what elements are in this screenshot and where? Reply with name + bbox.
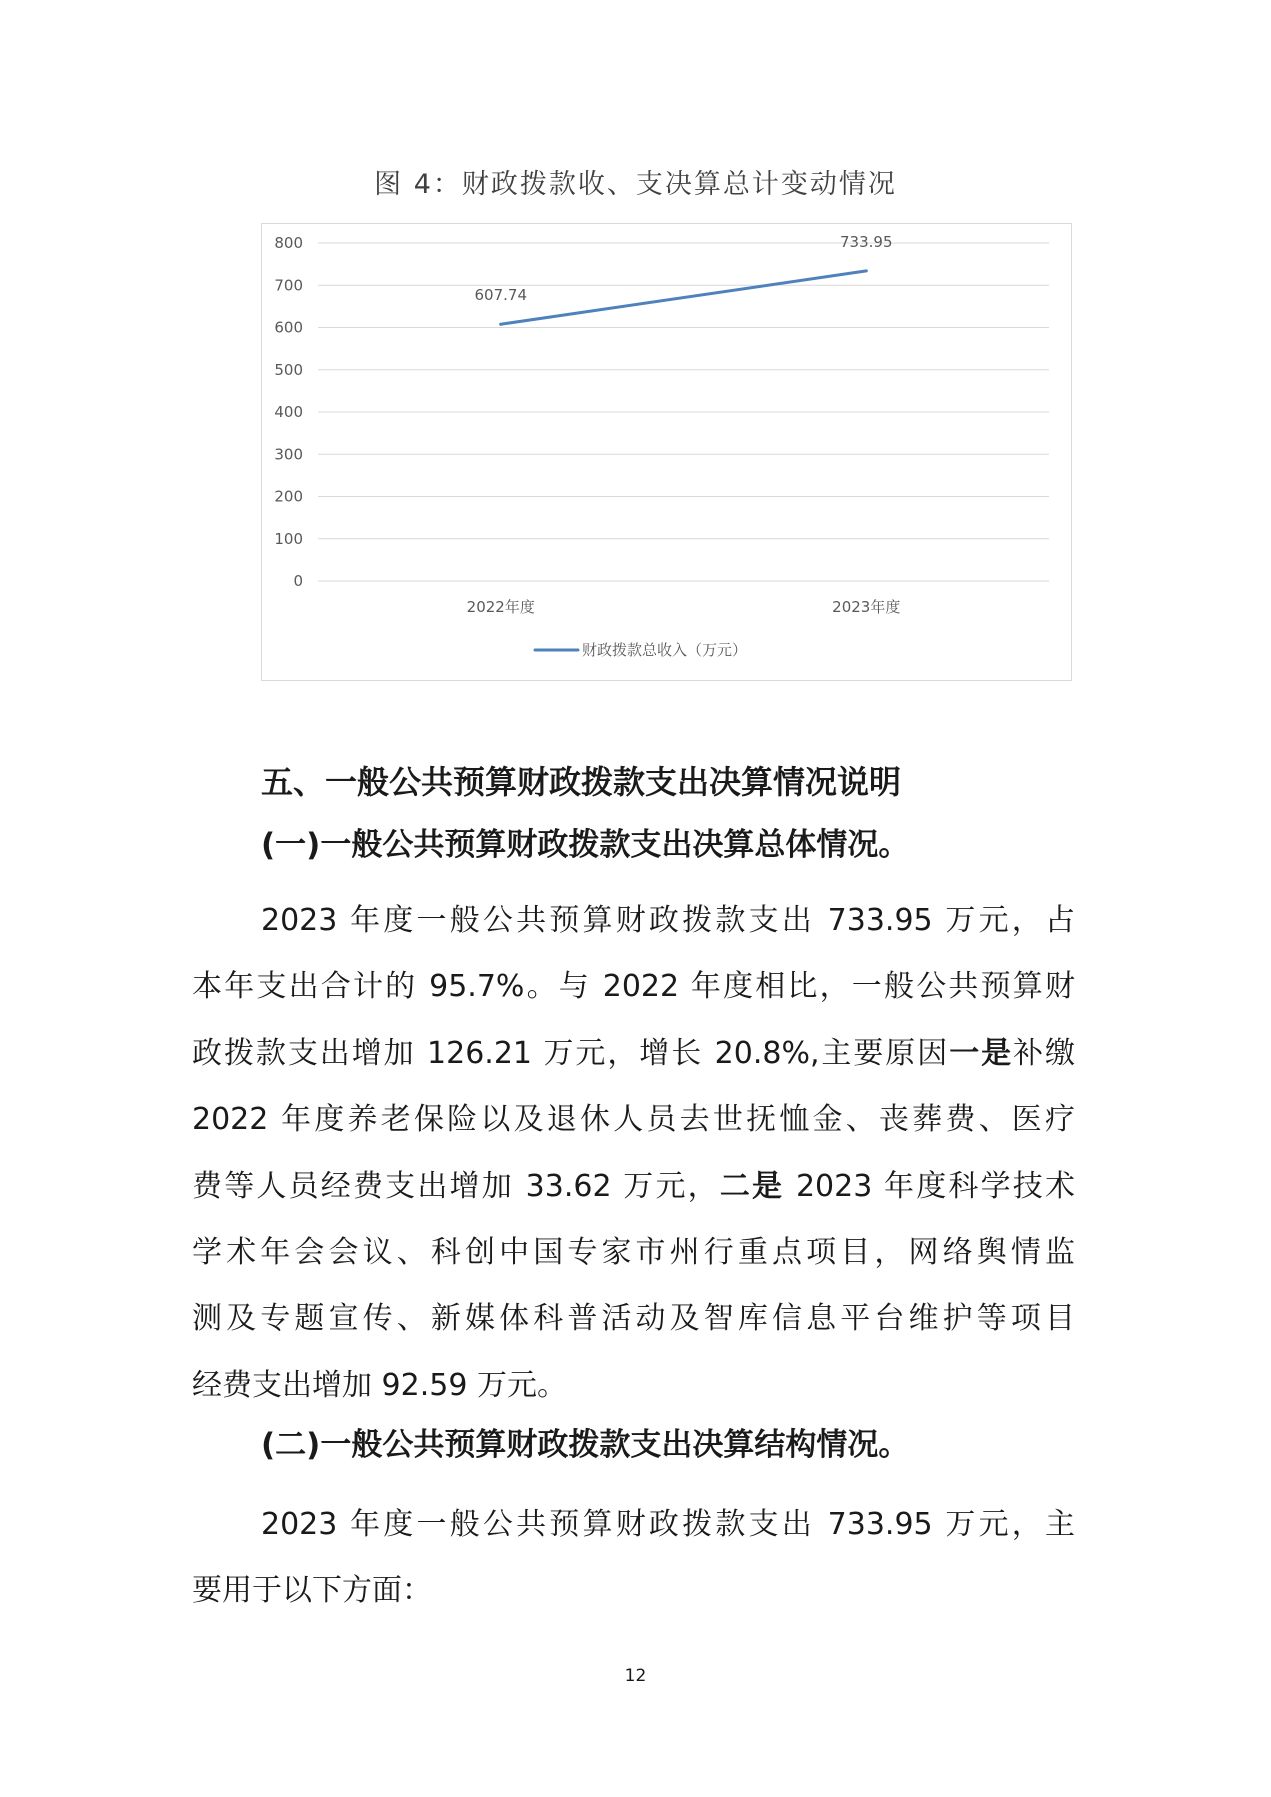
- text-segment: 学术年会会议、科创中国专家市州行重点项目，网络舆情监: [192, 1234, 1075, 1270]
- text-segment: 补缴: [1013, 1035, 1076, 1071]
- x-tick-label: 2023年度: [832, 598, 901, 616]
- figure-caption: 图 4：财政拨款收、支决算总计变动情况: [374, 169, 897, 200]
- paragraph-line: [192, 954, 1075, 1020]
- section-heading: 五、一般公共预算财政拨款支出决算情况说明: [261, 763, 902, 801]
- subsection-heading-overall: (一)一般公共预算财政拨款支出决算总体情况。: [261, 827, 910, 863]
- y-tick-label: 0: [293, 572, 303, 590]
- y-tick-label: 500: [274, 360, 303, 379]
- text-segment: 2022 年度养老保险以及退休人员去世抚恤金、丧葬费、医疗: [192, 1102, 1075, 1138]
- text-segment: 2023 年度一般公共预算财政拨款支出 733.95 万元，主: [261, 1507, 1075, 1542]
- chart-legend: [535, 641, 747, 659]
- x-tick-label: 2022年度: [466, 598, 535, 616]
- chart-svg: [262, 224, 1071, 680]
- page-number: 12: [624, 1666, 647, 1686]
- text-segment: 2023 年度科学技术: [784, 1168, 1075, 1204]
- y-tick-label: 200: [274, 487, 303, 506]
- data-point: [865, 269, 868, 272]
- series-line: [501, 271, 867, 324]
- paragraph-line: [192, 1154, 1075, 1220]
- paragraph-line: [192, 1492, 1075, 1558]
- text-segment: 要用于以下方面：: [192, 1573, 432, 1609]
- paragraph-line: [192, 888, 1075, 954]
- text-segment: 测及专题宣传、新媒体科普活动及智库信息平台维护等项目: [192, 1301, 1075, 1337]
- emphasis-text: 二是: [719, 1168, 785, 1204]
- paragraph-line: [192, 1220, 1075, 1286]
- data-label: 607.74: [474, 286, 527, 305]
- data-label: 733.95: [840, 232, 893, 251]
- text-segment: 经费支出增加 92.59 万元。: [192, 1367, 567, 1403]
- paragraph-line: [192, 1558, 1075, 1624]
- y-tick-label: 400: [274, 403, 303, 421]
- y-tick-label: 300: [274, 445, 303, 464]
- text-segment: 本年支出合计的 95.7%。与 2022 年度相比，一般公共预算财: [192, 969, 1075, 1005]
- y-tick-label: 100: [274, 529, 303, 548]
- paragraph-line: [192, 1353, 1075, 1419]
- text-segment: 费等人员经费支出增加 33.62 万元，: [192, 1168, 720, 1204]
- text-segment: 政拨款支出增加 126.21 万元，增长 20.8%,主要原因: [192, 1035, 950, 1071]
- legend-label: 财政拨款总收入（万元）: [582, 641, 748, 659]
- data-point: [499, 323, 502, 326]
- paragraph-overall: [192, 888, 1075, 1419]
- y-tick-label: 800: [274, 234, 303, 252]
- text-segment: 2023 年度一般公共预算财政拨款支出 733.95 万元，占: [261, 903, 1075, 938]
- y-tick-label: 600: [274, 318, 303, 337]
- subsection-heading-structure: (二)一般公共预算财政拨款支出决算结构情况。: [261, 1427, 910, 1463]
- line-chart: [261, 223, 1072, 681]
- emphasis-text: 一是: [949, 1035, 1014, 1071]
- paragraph-line: [192, 1286, 1075, 1352]
- y-tick-label: 700: [274, 276, 303, 295]
- paragraph-line: [192, 1021, 1075, 1087]
- paragraph-line: [192, 1087, 1075, 1153]
- paragraph-structure: [192, 1492, 1075, 1625]
